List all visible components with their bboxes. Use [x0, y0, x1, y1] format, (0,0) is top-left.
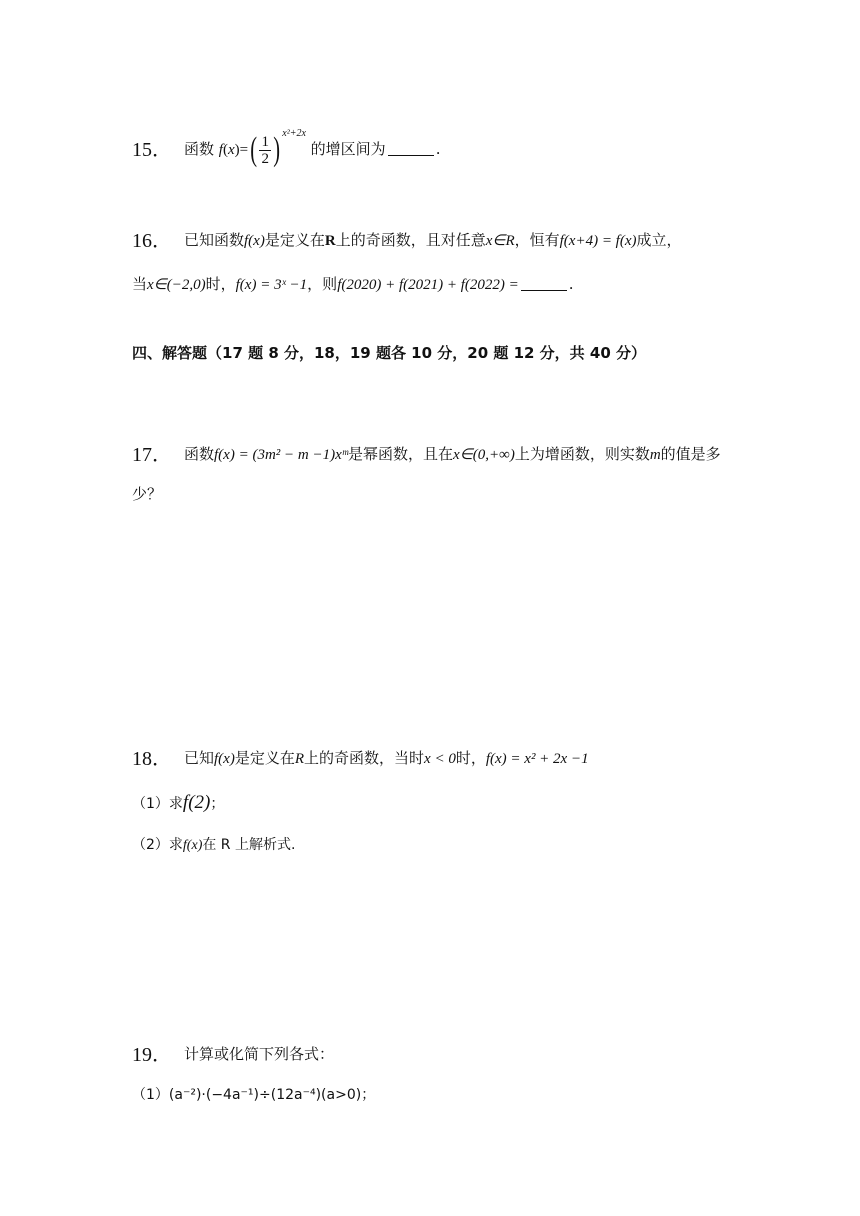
- q18-line-1: [132, 748, 764, 769]
- q18-def: f(x) = x² + 2x −1: [485, 751, 589, 767]
- q15-frac-den: 2: [261, 150, 269, 167]
- q18-text-c: 上的奇函数，当时: [304, 749, 425, 767]
- q16-line2-c: ，则: [307, 275, 338, 293]
- q16-text-a: 已知函数: [184, 231, 245, 249]
- q16-line-1: [132, 230, 764, 251]
- q19-line-1: [132, 1044, 764, 1065]
- q16-fx: f(x): [244, 233, 265, 249]
- q18-text-a: 已知: [184, 749, 215, 767]
- q18-part-1: [132, 792, 224, 814]
- q15-answer-blank[interactable]: [388, 141, 434, 156]
- q15-x: x: [227, 142, 235, 158]
- q19-text: 计算或化简下列各式：: [184, 1045, 335, 1063]
- q18-number: 18．: [132, 748, 172, 770]
- q18-part1-label: （1）求: [132, 796, 183, 812]
- q16-text-d: ，恒有: [514, 231, 560, 249]
- q16-line2-b: 时，: [205, 275, 236, 293]
- q17-line-1: [132, 444, 764, 465]
- q18-part2-fx: f(x): [182, 838, 203, 853]
- q18-part2-label: （2）求: [132, 837, 183, 853]
- q16-text-b: 是定义在: [264, 231, 325, 249]
- q18-fx: f(x): [214, 751, 235, 767]
- q16-number: 16．: [132, 230, 172, 252]
- q15-end: .: [435, 140, 441, 158]
- q18-part1-end: ；: [210, 796, 225, 812]
- q15-suffix: 的增区间为: [310, 140, 386, 158]
- q15-f: f: [218, 142, 223, 158]
- q16-end: .: [568, 275, 574, 293]
- q17-text-d: 的值是多: [660, 445, 721, 463]
- q17-text-c: 上为增函数，则实数: [514, 445, 650, 463]
- q18-part1-expr: f(2): [182, 792, 211, 813]
- section-4-heading: 四、解答题（17 题 8 分，18，19 题各 10 分，20 题 12 分，共 40 分）: [132, 344, 647, 362]
- q17-number: 17．: [132, 444, 172, 466]
- q15-eq: =: [239, 142, 249, 158]
- q17-m: m: [649, 447, 661, 463]
- q15-number: 15．: [132, 139, 172, 161]
- q17-expr: f(x) = (3m² − m −1)xᵐ: [214, 447, 349, 463]
- q16-interval: x∈(−2,0): [147, 277, 206, 293]
- q15-fraction: [259, 134, 271, 167]
- q19-part-1: （1）(a⁻²)·(−4a⁻¹)÷(12a⁻⁴)(a>0)；: [132, 1087, 376, 1103]
- q16-line2-a: 当: [132, 275, 148, 293]
- q17-text-b: 是幂函数，且在: [348, 445, 454, 463]
- q19-number: 19．: [132, 1044, 172, 1066]
- q15-line: 15． 函数 f(x)=( $\frac{1}{2}$ ) $^{x^2+2x}$ 的增区间为 .: [132, 128, 441, 168]
- q15-exponent: x²+2x: [282, 128, 306, 139]
- q16-text-e: 成立，: [636, 231, 682, 249]
- q16-x-in-R: x∈R: [485, 233, 515, 249]
- q17-text-a: 函数: [184, 445, 215, 463]
- q16-line-2: [132, 274, 764, 295]
- q16-R: R: [324, 233, 336, 249]
- q16-text-c: 上的奇函数，且对任意: [335, 231, 486, 249]
- q17-line-2: 少？: [132, 485, 163, 503]
- q18-text-d: 时，: [455, 749, 486, 767]
- q16-period-eq: f(x+4) = f(x): [559, 233, 637, 249]
- q15-frac-num: 1: [261, 133, 269, 150]
- q18-part2-text: 在 R 上解析式.: [202, 837, 296, 853]
- q18-cond: x < 0: [424, 751, 456, 767]
- q18-text-b: 是定义在: [234, 749, 295, 767]
- q16-sum: f(2020) + f(2021) + f(2022) =: [337, 277, 519, 293]
- q18-part-2: [132, 834, 295, 854]
- q15-prefix: 函数: [184, 140, 215, 158]
- q16-answer-blank[interactable]: [521, 276, 567, 291]
- q18-R: R: [294, 751, 305, 767]
- q16-def: f(x) = 3ˣ −1: [235, 277, 308, 293]
- q17-domain: x∈(0,+∞): [453, 447, 515, 463]
